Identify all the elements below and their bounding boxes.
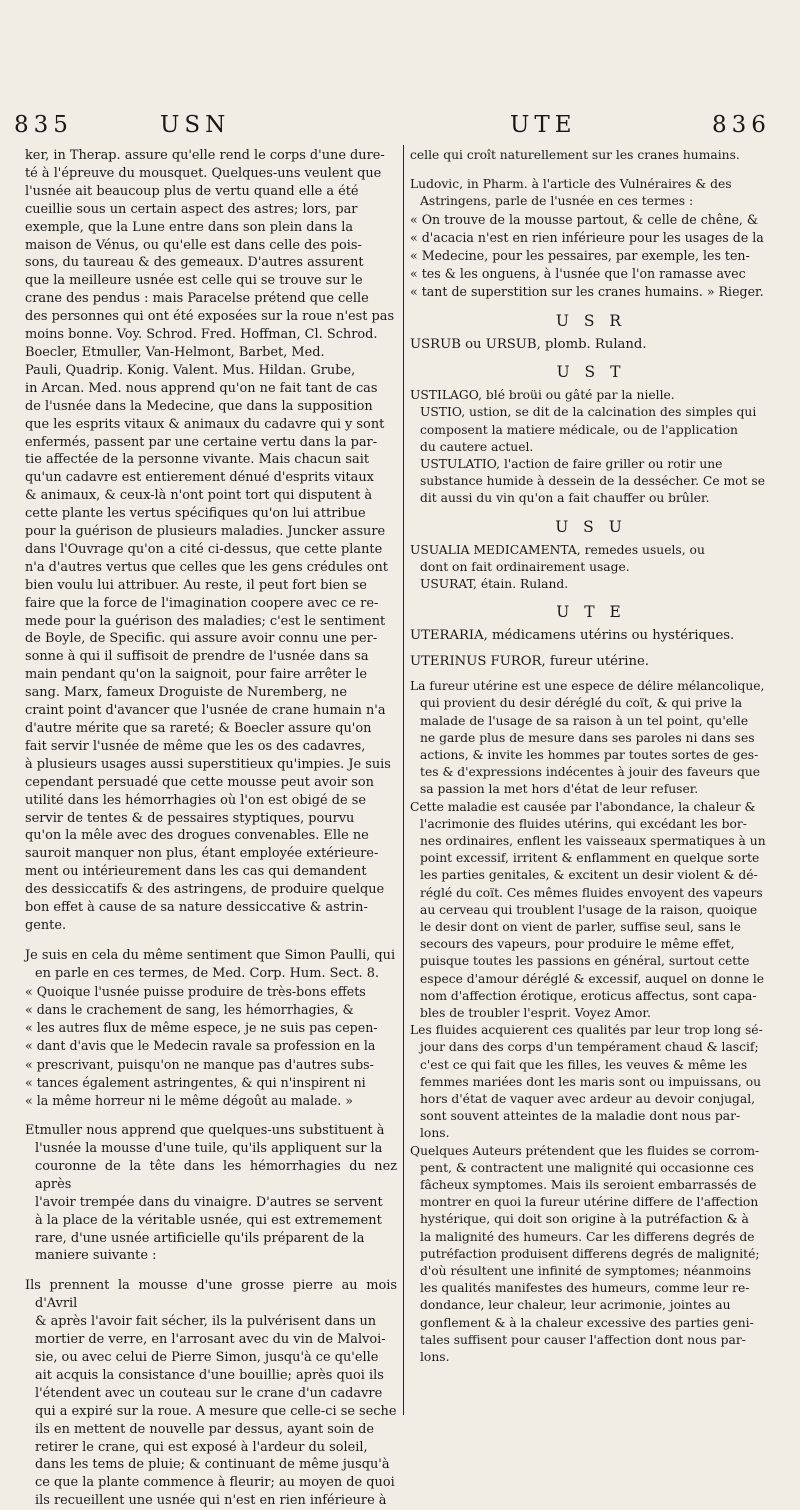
- entry-usrub: USRUB ou URSUB, plomb. Ruland.: [410, 336, 647, 352]
- uterinus-paragraph-4: Quelques Auteurs prétendent que les fluides se corrom- pent, & contractent une malignité qui occasionne ces fâcheux symptomes. Mais ils seroient embarrassés de montrer en quoi la fureur utérine differe de l'affection hystérique, qui doit son origine à la putréfaction & à la malignité des humeurs. Car les differens degrés de putréfaction produisent differens degrés de malignité; d'où résultent une infinité de symptomes; néanmoins les qualités manifestes des humeurs, comme leur re- dondance, leur chaleur, leur acrimonie, jointes au gonflement & à la chaleur excessive des parties geni- tales suffisent pour causer l'affection dont nous par- lons.: [410, 1143, 760, 1365]
- right-page-number: 836: [712, 112, 771, 138]
- usnee-paragraph: ker, in Therap. assure qu'elle rend le corps d'une dure- té à l'épreuve du mousquet. Quelques-uns veulent que l'usnée ait beaucoup plus de vertu quand elle a été cueillie sous un certain aspect des astres; lors, par exemple, que la Lune entre dans son plein dans la maison de Vénus, ou qu'elle est dans celle des pois- sons, du taureau & des gemeaux. D'autres assurent que la meilleure usnée est celle qui se trouve sur le crane des pendus : mais Paracelse prétend que celle des personnes qui ont été exposées sur la roue n'est pas moins bonne. Voy. Schrod. Fred. Hoffman, Cl. Schrod. Boecler, Etmuller, Van-Helmont, Barbet, Med. Pauli, Quadrip. Konig. Valent. Mus. Hildan. Grube, in Arcan. Med. nous apprend qu'on ne fait tant de cas de l'usnée dans la Medecine, que dans la supposition que les esprits vitaux & animaux du cadavre qui y sont enfermés, passent par une certaine vertu dans la par- tie affectée de la personne vivante. Mais chacun sait qu'un cadavre est entierement dénué d'esprits vitaux & animaux, & ceux-là n'ont point tort qui disputent à cette plante les vertus spécifiques qu'on lui attribue pour la guérison de plusieurs maladies. Juncker assure dans l'Ouvrage qu'on a cité ci-dessus, que cette plante n'a d'autres vertus que celles que les gens crédules ont bien voulu lui attribuer. Au reste, il peut fort bien se faire que la force de l'imagination coopere avec ce re- mede pour la guérison des maladies; c'est le sentiment de Boyle, de Specific. qui assure avoir connu une per- sonne à qui il suffisoit de prendre de l'usnée dans sa main pendant qu'on la saignoit, pour faire arrêter le sang. Marx, fameux Droguiste de Nuremberg, ne craint point d'avancer que l'usnée de crane humain n'a d'autre mérite que sa rareté; & Boecler assure qu'on fait servir l'usnée de même que les os des cadavres, à plusieurs usages aussi superstitieux qu'impies. Je suis cependant persuadé que cette mousse peut avoir son utilité dans les hémorrhagies où l'on est obigé de se servir de tentes & de pessaires styptiques, pourvu qu'on la mêle avec des drogues convenables. Elle ne sauroit manquer non plus, étant employée extérieure- ment ou intérieurement dans les cas qui demandent des dessiccatifs & des astringens, de produire quelque bon effet à cause de sa nature dessiccative & astrin- gente.: [25, 148, 395, 933]
- section-heading-usu: U S U: [555, 517, 627, 536]
- right-column: [410, 147, 772, 1415]
- section-heading-usr: U S R: [555, 311, 627, 330]
- uterinus-paragraph-2: Cette maladie est causée par l'abondance, la chaleur & l'acrimonie des fluides utérins, qui excédant les bor- nes ordinaires, enflent les vaisseaux spermatiques à un point excessif, irritent & enflamment en quelque sorte les parties genitales, & excitent un desir violent & dé- réglé du coït. Ces mêmes fluides envoyent des vapeurs au cerveau qui troublent l'usage de la raison, quoique le desir dont on vient de parler, suffise seul, sans le secours des vapeurs, pour produire le même effet, puisque toutes les passions en général, surtout cette espece d'amour déréglé & excessif, auquel on donne le nom d'affection érotique, eroticus affectus, sont capa- bles de troubler l'esprit. Voyez Amor.: [410, 799, 766, 1021]
- continuation-line: celle qui croît naturellement sur les cranes humains.: [410, 148, 740, 162]
- left-column: [25, 147, 397, 1509]
- paulli-quotation: « Quoique l'usnée puisse produire de très-bons effets « dans le crachement de sang, les hémorrhagies, & « les autres flux de même espece, je ne suis pas cepen- « dant d'avis que le Medecin ravale sa profession en la « prescrivant, puisqu'on ne manque pas d'autres subs- « tances également astringentes, & qui n'inspirent ni « la même horreur ni le même dégoût au malade. »: [25, 983, 378, 1108]
- ust-entries: USTILAGO, blé broüi ou gâté par la nielle. USTIO, ustion, se dit de la calcination des simples qui composent la matiere médicale, ou de l'application du cautere actuel. USTULATIO, l'action de faire griller ou rotir une substance humide à dessein de la dessécher. Ce mot se dit aussi du vin qu'on a fait chauffer ou brûler.: [410, 388, 766, 506]
- uterinus-paragraph-3: Les fluides acquierent ces qualités par leur trop long sé- jour dans des corps d'un tempérament chaud & lascif; c'est ce qui fait que les filles, les veuves & même les femmes mariées dont les maris sont ou impuissans, ou hors d'état de vaquer avec ardeur au devoir conjugal, sont souvent atteintes de la maladie dont nous par- lons.: [410, 1023, 763, 1141]
- section-heading-ute: U T E: [556, 603, 626, 622]
- left-guide-word: USN: [160, 112, 231, 138]
- entry-uterinus-furor: UTERINUS FUROR, fureur utérine.: [410, 653, 649, 669]
- ludovic-quotation: « On trouve de la mousse partout, & celle de chêne, & « d'acacia n'est en rien inférieure pour les usages de la « Medecine, pour les pessaires, par exemple, les ten- « tes & les onguens, à l'usnée que l'on ramasse avec « tant de superstition sur les cranes humains. » Rieger.: [410, 211, 764, 300]
- paulli-intro-paragraph: Je suis en cela du même sentiment que Simon Paulli, qui en parle en ces termes, de Med. Corp. Hum. Sect. 8.: [25, 947, 396, 981]
- ludovic-paragraph: Ludovic, in Pharm. à l'article des Vulnéraires & des Astringens, parle de l'usnée en ces termes :: [410, 177, 732, 209]
- right-guide-word: UTE: [510, 112, 577, 138]
- entry-uteraria: UTERARIA, médicamens utérins ou hystériques.: [410, 628, 735, 644]
- artificial-usnee-recipe: Ils prennent la mousse d'une grosse pierre au mois d'Avril & après l'avoir fait sécher, ils la pulvérisent dans un mortier de verre, en l'arrosant avec du vin de Malvoi- sie, ou avec celui de Pierre Simon, jusqu'à ce qu'elle ait acquis la consistance d'une bouillie; après quoi ils l'étendent avec un couteau sur le crane d'un cadavre qui a expiré sur la roue. A mesure que celle-ci se seche ils en mettent de nouvelle par dessus, ayant soin de retirer le crane, qui est exposé à l'ardeur du soleil, dans les tems de pluie; & continuant de même jusqu'à ce que la plante commence à fleurir; au moyen de quoi ils recueillent une usnée qui n'est en rien inférieure à: [25, 1278, 397, 1509]
- running-head: [0, 112, 800, 148]
- column-rule: [403, 145, 404, 1415]
- section-heading-ust: U S T: [556, 363, 626, 382]
- etmuller-paragraph: Etmuller nous apprend que quelques-uns substituent à l'usnée la mousse d'une tuile, qu'ils appliquent sur la couronne de la tête dans les hémorrhagies du nez après l'avoir trempée dans du vinaigre. D'autres se servent à la place de la véritable usnée, qui est extremement rare, d'une usnée artificielle qu'ils préparent de la maniere suivante :: [25, 1123, 397, 1264]
- left-page-number: 835: [14, 112, 73, 138]
- usu-entries: USUALIA MEDICAMENTA, remedes usuels, ou dont on fait ordinairement usage. USURAT, étain. Ruland.: [410, 542, 705, 591]
- uterinus-paragraph-1: La fureur utérine est une espece de délire mélancolique, qui provient du desir déréglé du coït, & qui prive la malade de l'usage de sa raison à un tel point, qu'elle ne garde plus de mesure dans ses paroles ni dans ses actions, & invite les hommes par toutes sortes de ges- tes & d'expressions indécentes à jouir des faveurs que sa passion la met hors d'état de leur refuser.: [410, 679, 765, 797]
